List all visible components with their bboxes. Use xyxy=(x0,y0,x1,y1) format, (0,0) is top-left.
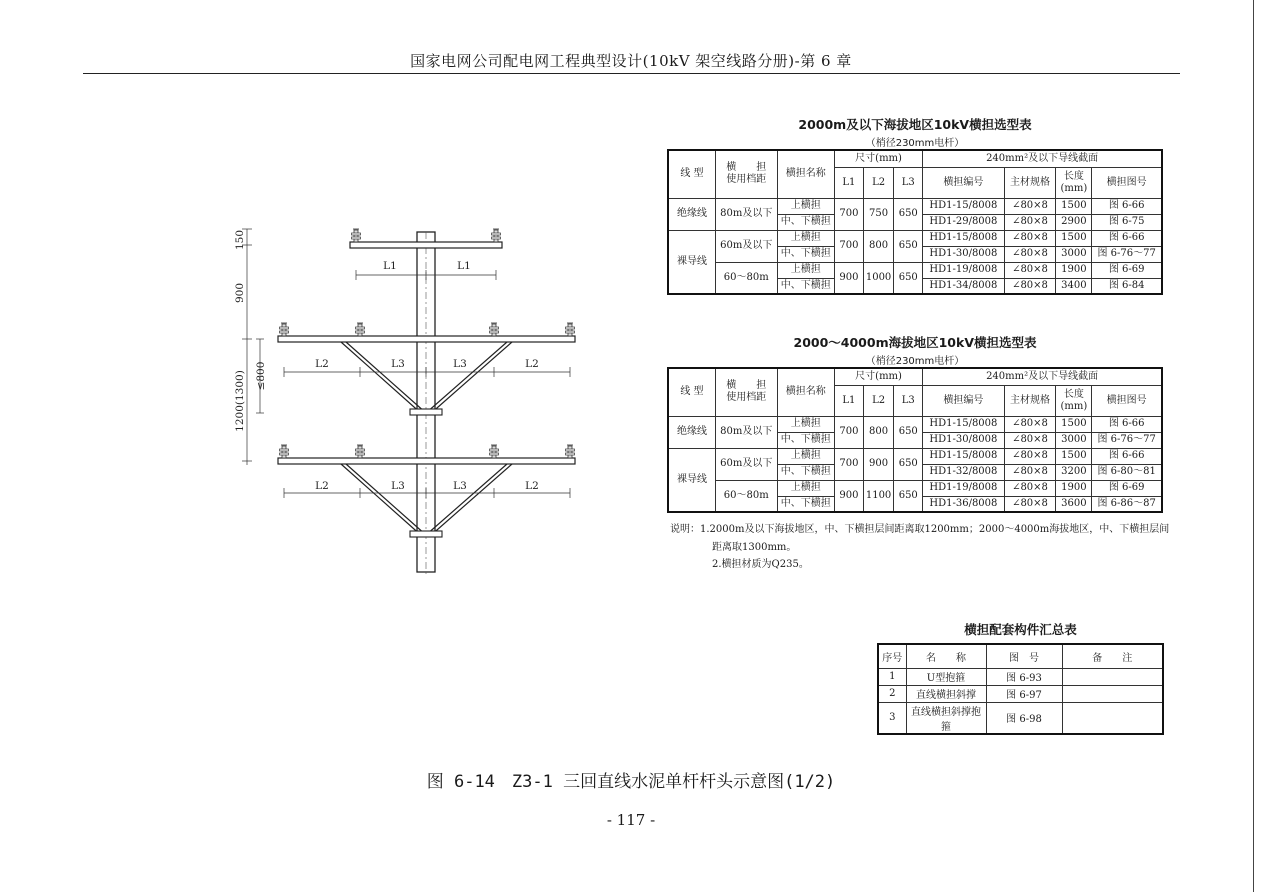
header-crossarm-name: 横担名称 xyxy=(777,368,834,416)
summary-table xyxy=(877,643,1164,735)
label-L1-left: L1 xyxy=(383,260,397,272)
page-frame-border xyxy=(1253,0,1254,892)
header-L1: L1 xyxy=(834,167,863,198)
dim-label-900: 900 xyxy=(234,282,246,304)
cell-line-type: 绝缘线 xyxy=(668,416,715,448)
cell-L2: 800 xyxy=(863,230,893,262)
cell-span: 60～80m xyxy=(715,480,777,512)
cell-name: 中、下横担 xyxy=(777,214,834,230)
cell-length: 3200 xyxy=(1056,464,1092,480)
label-L3-middle-left: L3 xyxy=(391,358,405,370)
label-L2-middle-right: L2 xyxy=(525,358,539,370)
cell-remark xyxy=(1062,685,1163,702)
cell-spec: ∠80×8 xyxy=(1004,480,1056,496)
cell-code: HD1-32/8008 xyxy=(923,464,1004,480)
header-figure: 横担图号 xyxy=(1092,385,1162,416)
table-row xyxy=(668,416,1162,432)
header-size: 尺寸(mm) xyxy=(834,368,922,385)
cell-no: 3 xyxy=(878,702,906,734)
table-row xyxy=(668,448,1162,464)
cell-L1: 700 xyxy=(834,416,863,448)
header-L3: L3 xyxy=(894,385,923,416)
concrete-pole xyxy=(417,232,435,577)
cell-figure: 图 6-66 xyxy=(1092,230,1162,246)
label-L2-bottom-right: L2 xyxy=(525,480,539,492)
cell-name: 上横担 xyxy=(777,198,834,214)
cell-span: 80m及以下 xyxy=(715,198,777,230)
cell-figure: 图 6-98 xyxy=(986,702,1062,734)
notes xyxy=(670,521,1169,574)
cell-name: 上横担 xyxy=(777,416,834,432)
table2-title-block xyxy=(667,333,1163,367)
cell-figure: 图 6-84 xyxy=(1092,278,1162,294)
cell-spec: ∠80×8 xyxy=(1004,416,1056,432)
table-row xyxy=(878,702,1163,734)
label-L3-bottom-right: L3 xyxy=(453,480,467,492)
cell-line-type: 裸导线 xyxy=(668,230,715,294)
note-line-1: 说明：1.2000m及以下海拔地区，中、下横担层间距离取1200mm；2000～4000m海拔地区，中、下横担层间 xyxy=(670,524,1170,535)
header-section: 240mm²及以下导线截面 xyxy=(923,368,1162,385)
header-no: 序号 xyxy=(878,644,906,668)
page-number: - 117 - xyxy=(606,811,656,829)
header-code: 横担编号 xyxy=(923,167,1004,198)
cell-L2: 800 xyxy=(863,416,893,448)
label-L2-middle-left: L2 xyxy=(315,358,329,370)
header-length: 长度 (mm) xyxy=(1056,385,1092,416)
table1-title: 2000m及以下海拔地区10kV横担选型表 xyxy=(798,117,1032,132)
label-L3-bottom-left: L3 xyxy=(391,480,405,492)
cell-length: 3000 xyxy=(1056,432,1092,448)
header-code: 横担编号 xyxy=(923,385,1004,416)
cell-figure: 图 6-76～77 xyxy=(1092,246,1162,262)
cell-L1: 700 xyxy=(834,230,863,262)
cell-L3: 650 xyxy=(894,262,923,294)
table-row xyxy=(878,668,1163,685)
cell-span: 60m及以下 xyxy=(715,230,777,262)
brace-clamp-middle xyxy=(410,409,442,415)
cell-name: 中、下横担 xyxy=(777,496,834,512)
cell-L2: 1000 xyxy=(863,262,893,294)
cell-code: HD1-36/8008 xyxy=(923,496,1004,512)
cell-code: HD1-15/8008 xyxy=(923,448,1004,464)
header-spec: 主材规格 xyxy=(1004,385,1056,416)
cell-figure: 图 6-80～81 xyxy=(1092,464,1162,480)
cell-no: 1 xyxy=(878,668,906,685)
header-L3: L3 xyxy=(894,167,923,198)
cell-L1: 700 xyxy=(834,448,863,480)
table-row xyxy=(878,685,1163,702)
cell-spec: ∠80×8 xyxy=(1004,230,1056,246)
cell-code: HD1-19/8008 xyxy=(923,480,1004,496)
cell-code: HD1-19/8008 xyxy=(923,262,1004,278)
header-spec: 主材规格 xyxy=(1004,167,1056,198)
cell-line-type: 绝缘线 xyxy=(668,198,715,230)
cell-remark xyxy=(1062,668,1163,685)
cell-spec: ∠80×8 xyxy=(1004,448,1056,464)
cell-spec: ∠80×8 xyxy=(1004,496,1056,512)
dim-label-800: ≤800 xyxy=(255,361,267,391)
label-L1-right: L1 xyxy=(457,260,471,272)
cell-length: 1900 xyxy=(1056,480,1092,496)
cell-length: 1500 xyxy=(1056,230,1092,246)
cell-figure: 图 6-69 xyxy=(1092,262,1162,278)
header-name: 名 称 xyxy=(906,644,986,668)
header-section: 240mm²及以下导线截面 xyxy=(923,150,1162,167)
cell-span: 60m及以下 xyxy=(715,448,777,480)
cell-spec: ∠80×8 xyxy=(1004,278,1056,294)
cell-remark xyxy=(1062,702,1163,734)
cell-figure: 图 6-66 xyxy=(1092,448,1162,464)
cell-name: 上横担 xyxy=(777,262,834,278)
note-line-2: 距离取1300mm。 xyxy=(712,541,797,553)
cell-figure: 图 6-75 xyxy=(1092,214,1162,230)
cell-line-type: 裸导线 xyxy=(668,448,715,512)
cell-name: 中、下横担 xyxy=(777,246,834,262)
cell-figure: 图 6-66 xyxy=(1092,198,1162,214)
cell-length: 1500 xyxy=(1056,448,1092,464)
cell-L1: 900 xyxy=(834,480,863,512)
cell-length: 1900 xyxy=(1056,262,1092,278)
table-row xyxy=(668,230,1162,246)
cell-code: HD1-15/8008 xyxy=(923,198,1004,214)
table2-title: 2000～4000m海拔地区10kV横担选型表 xyxy=(793,335,1037,350)
cell-name: 直线横担斜撑 xyxy=(906,685,986,702)
header-line-type: 线 型 xyxy=(668,150,715,198)
cell-L3: 650 xyxy=(894,416,923,448)
cell-length: 2900 xyxy=(1056,214,1092,230)
label-L3-middle-right: L3 xyxy=(453,358,467,370)
header-L1: L1 xyxy=(834,385,863,416)
cell-length: 1500 xyxy=(1056,416,1092,432)
table1-crossarm-selection xyxy=(667,149,1163,295)
cell-name: 中、下横担 xyxy=(777,278,834,294)
label-L2-bottom-left: L2 xyxy=(315,480,329,492)
cell-code: HD1-30/8008 xyxy=(923,432,1004,448)
cell-code: HD1-30/8008 xyxy=(923,246,1004,262)
cell-code: HD1-29/8008 xyxy=(923,214,1004,230)
table1-subtitle: （梢径230mm电杆） xyxy=(865,138,965,149)
dim-label-1200: 1200(1300) xyxy=(234,370,246,432)
table-row xyxy=(668,480,1162,496)
cell-spec: ∠80×8 xyxy=(1004,432,1056,448)
header-size: 尺寸(mm) xyxy=(834,150,922,167)
header-length: 长度 (mm) xyxy=(1056,167,1092,198)
pole-head-drawing xyxy=(220,215,590,585)
header-figure: 横担图号 xyxy=(1092,167,1162,198)
cell-spec: ∠80×8 xyxy=(1004,214,1056,230)
cell-length: 3400 xyxy=(1056,278,1092,294)
cell-figure: 图 6-97 xyxy=(986,685,1062,702)
cell-L1: 700 xyxy=(834,198,863,230)
cell-L2: 900 xyxy=(863,448,893,480)
header-L2: L2 xyxy=(863,167,893,198)
table-row xyxy=(668,198,1162,214)
table-row xyxy=(668,262,1162,278)
cell-L2: 750 xyxy=(863,198,893,230)
cell-figure: 图 6-93 xyxy=(986,668,1062,685)
cell-name: 上横担 xyxy=(777,480,834,496)
table2-subtitle: （梢径230mm电杆） xyxy=(865,356,965,367)
cell-code: HD1-34/8008 xyxy=(923,278,1004,294)
cell-spec: ∠80×8 xyxy=(1004,464,1056,480)
cell-L3: 650 xyxy=(894,480,923,512)
header-crossarm-name: 横担名称 xyxy=(777,150,834,198)
cell-name: 直线横担斜撑抱箍 xyxy=(906,702,986,734)
header-line-type: 线 型 xyxy=(668,368,715,416)
header-span: 横 担 使用档距 xyxy=(715,368,777,416)
dimension-L1 xyxy=(356,270,496,280)
brace-clamp-bottom xyxy=(410,531,442,537)
cell-length: 3600 xyxy=(1056,496,1092,512)
cell-name: 上横担 xyxy=(777,230,834,246)
note-line-3: 2.横担材质为Q235。 xyxy=(712,559,809,570)
cell-span: 60～80m xyxy=(715,262,777,294)
summary-title-block xyxy=(877,620,1164,638)
cell-L3: 650 xyxy=(894,448,923,480)
cell-no: 2 xyxy=(878,685,906,702)
dim-label-150: 150 xyxy=(234,229,246,251)
figure-caption: 图 6-14 Z3-1 三回直线水泥单杆杆头示意图(1/2) xyxy=(426,772,836,792)
cell-code: HD1-15/8008 xyxy=(923,416,1004,432)
cell-L1: 900 xyxy=(834,262,863,294)
cell-spec: ∠80×8 xyxy=(1004,198,1056,214)
cell-length: 3000 xyxy=(1056,246,1092,262)
cell-L3: 650 xyxy=(894,230,923,262)
cell-length: 1500 xyxy=(1056,198,1092,214)
cell-span: 80m及以下 xyxy=(715,416,777,448)
table2-crossarm-selection xyxy=(667,367,1163,513)
cell-L2: 1100 xyxy=(863,480,893,512)
cell-spec: ∠80×8 xyxy=(1004,246,1056,262)
header-figure: 图 号 xyxy=(986,644,1062,668)
cell-figure: 图 6-76～77 xyxy=(1092,432,1162,448)
header-remark: 备 注 xyxy=(1062,644,1163,668)
cell-spec: ∠80×8 xyxy=(1004,262,1056,278)
cell-name: U型抱箍 xyxy=(906,668,986,685)
cell-L3: 650 xyxy=(894,198,923,230)
cell-figure: 图 6-69 xyxy=(1092,480,1162,496)
table1-title-block xyxy=(667,115,1163,149)
cell-name: 中、下横担 xyxy=(777,464,834,480)
cell-code: HD1-15/8008 xyxy=(923,230,1004,246)
page-header: 国家电网公司配电网工程典型设计(10kV 架空线路分册)-第 6 章 xyxy=(410,52,852,70)
cell-figure: 图 6-66 xyxy=(1092,416,1162,432)
header-span: 横 担 使用档距 xyxy=(715,150,777,198)
header-L2: L2 xyxy=(863,385,893,416)
cell-name: 上横担 xyxy=(777,448,834,464)
header-rule xyxy=(83,73,1180,74)
summary-title: 横担配套构件汇总表 xyxy=(964,622,1077,637)
cell-name: 中、下横担 xyxy=(777,432,834,448)
cell-figure: 图 6-86～87 xyxy=(1092,496,1162,512)
